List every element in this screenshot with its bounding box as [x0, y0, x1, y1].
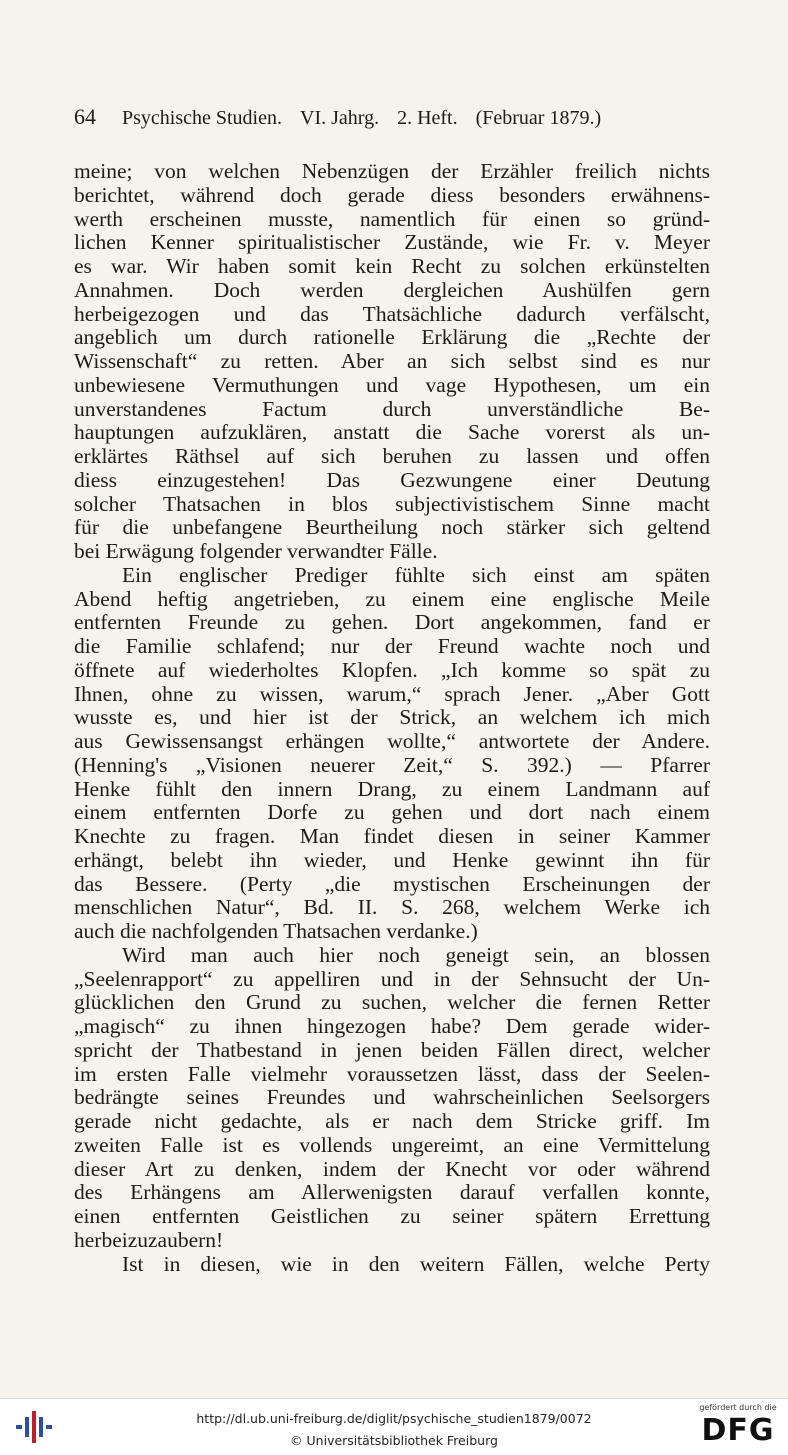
text-line: gerade nicht gedachte, als er nach dem Stricke griff. Im — [74, 1110, 710, 1133]
text-line: Ist in diesen, wie in den weitern Fällen, welche Perty — [122, 1252, 710, 1276]
text-line: Knechte zu fragen. Man findet diesen in seiner Kammer — [74, 825, 710, 848]
text-line: öffnete auf wiederholtes Klopfen. „Ich komme so spät zu — [74, 658, 710, 682]
text-line: für die unbefangene Beurtheilung noch stärker sich geltend — [74, 516, 710, 540]
text-line: Ein englischer Prediger fühlte sich einst am späten — [122, 563, 710, 587]
text-line: herbeigezogen und das Thatsächliche dadurch verfälscht, — [74, 302, 710, 326]
text-line: unbewiesene Vermuthungen und vage Hypothesen, um ein — [74, 373, 710, 397]
text-line: auch die nachfolgenden Thatsachen verdanke.) — [74, 920, 478, 943]
running-header — [74, 104, 714, 130]
text-line: spricht der Thatbestand in jenen beiden Fällen direct, welcher — [74, 1038, 710, 1062]
text-line: angeblich um durch rationelle Erklärung die „Rechte der — [74, 326, 710, 350]
text-line: erhängt, belebt ihn wieder, und Henke gewinnt ihn für — [74, 848, 710, 872]
text-line: „Seelenrapport“ zu appelliren und in der Sehnsucht der Un- — [74, 967, 710, 991]
text-line: (Henning's „Visionen neuerer Zeit,“ S. 392.) — Pfarrer — [74, 753, 710, 777]
text-line: bei Erwägung folgender verwandter Fälle. — [74, 540, 438, 563]
copyright-notice: © Universitätsbibliothek Freiburg — [290, 1433, 498, 1448]
text-line: zweiten Falle ist es vollends ungereimt, an eine Vermittelung — [74, 1133, 710, 1157]
text-line: werth erscheinen musste, namentlich für einen so gründ- — [74, 207, 710, 231]
text-line: lichen Kenner spiritualistischer Zustände, wie Fr. v. Meyer — [74, 231, 710, 255]
text-line: Ihnen, ohne zu wissen, warum,“ sprach Jener. „Aber Gott — [74, 682, 710, 706]
dfg-caption: gefördert durch die — [699, 1403, 777, 1412]
text-line: Wissenschaft“ zu retten. Aber an sich selbst sind es nur — [74, 350, 710, 373]
text-line: hauptungen aufzuklären, anstatt die Sache vorerst als un- — [74, 421, 710, 445]
text-line: glücklichen den Grund zu suchen, welcher die fernen Retter — [74, 991, 710, 1015]
text-line: einem entfernten Dorfe zu gehen und dort nach einem — [74, 801, 710, 825]
issue-date: (Februar 1879.) — [475, 107, 602, 129]
dfg-logo-icon[interactable] — [696, 1403, 780, 1451]
text-line: Abend heftig angetrieben, zu einem eine englische Meile — [74, 587, 710, 611]
text-line: einen entfernten Geistlichen zu seiner spätern Errettung — [74, 1205, 710, 1228]
text-line: im ersten Falle vielmehr voraussetzen lässt, dass der Seelen- — [74, 1062, 710, 1086]
text-line: Wird man auch hier noch geneigt sein, an blossen — [122, 943, 710, 967]
page-number: 64 — [74, 104, 96, 129]
permalink-url[interactable]: http://dl.ub.uni-freiburg.de/diglit/psychische_studien1879/0072 — [196, 1411, 592, 1426]
text-line: Henke fühlt den innern Drang, zu einem Landmann auf — [74, 777, 710, 801]
text-line: solcher Thatsachen in blos subjectivistischem Sinne macht — [74, 492, 710, 516]
text-line: unverstandenes Factum durch unverständliche Be- — [74, 397, 710, 421]
text-line: es war. Wir haben somit kein Recht zu solchen erkünstelten — [74, 255, 710, 278]
volume-label: VI. Jahrg. — [300, 107, 380, 129]
text-line: bedrängte seines Freundes und wahrscheinlichen Seelsorgers — [74, 1086, 710, 1110]
journal-title: Psychische Studien. — [122, 107, 282, 129]
text-line: die Familie schlafend; nur der Freund wachte noch und — [74, 635, 710, 658]
text-line: entfernten Freunde zu gehen. Dort angekommen, fand er — [74, 611, 710, 635]
text-line: des Erhängens am Allerwenigsten darauf verfallen konnte, — [74, 1181, 710, 1205]
viewer-footer — [0, 1398, 788, 1455]
text-line: „magisch“ zu ihnen hingezogen habe? Dem gerade wider- — [74, 1015, 710, 1038]
text-line: wusste es, und hier ist der Strick, an welchem ich mich — [74, 706, 710, 730]
text-line: erklärtes Räthsel auf sich beruhen zu lassen und offen — [74, 445, 710, 468]
body-text — [74, 160, 710, 1276]
text-line: diess einzugestehen! Das Gezwungene einer Deutung — [74, 468, 710, 492]
text-line: aus Gewissensangst erhängen wollte,“ antwortete der Andere. — [74, 730, 710, 753]
text-line: Annahmen. Doch werden dergleichen Aushülfen gern — [74, 278, 710, 302]
text-line: berichtet, während doch gerade diess besonders erwähnens- — [74, 183, 710, 207]
text-line: dieser Art zu denken, indem der Knecht vor oder während — [74, 1157, 710, 1181]
text-line: das Bessere. (Perty „die mystischen Erscheinungen der — [74, 872, 710, 896]
dfg-wordmark: DFG — [701, 1413, 775, 1448]
text-line: herbeizuzaubern! — [74, 1228, 224, 1252]
text-line: menschlichen Natur“, Bd. II. S. 268, welchem Werke ich — [74, 896, 710, 920]
issue-label: 2. Heft. — [397, 107, 458, 129]
text-line: meine; von welchen Nebenzügen der Erzähler freilich nichts — [74, 160, 710, 183]
